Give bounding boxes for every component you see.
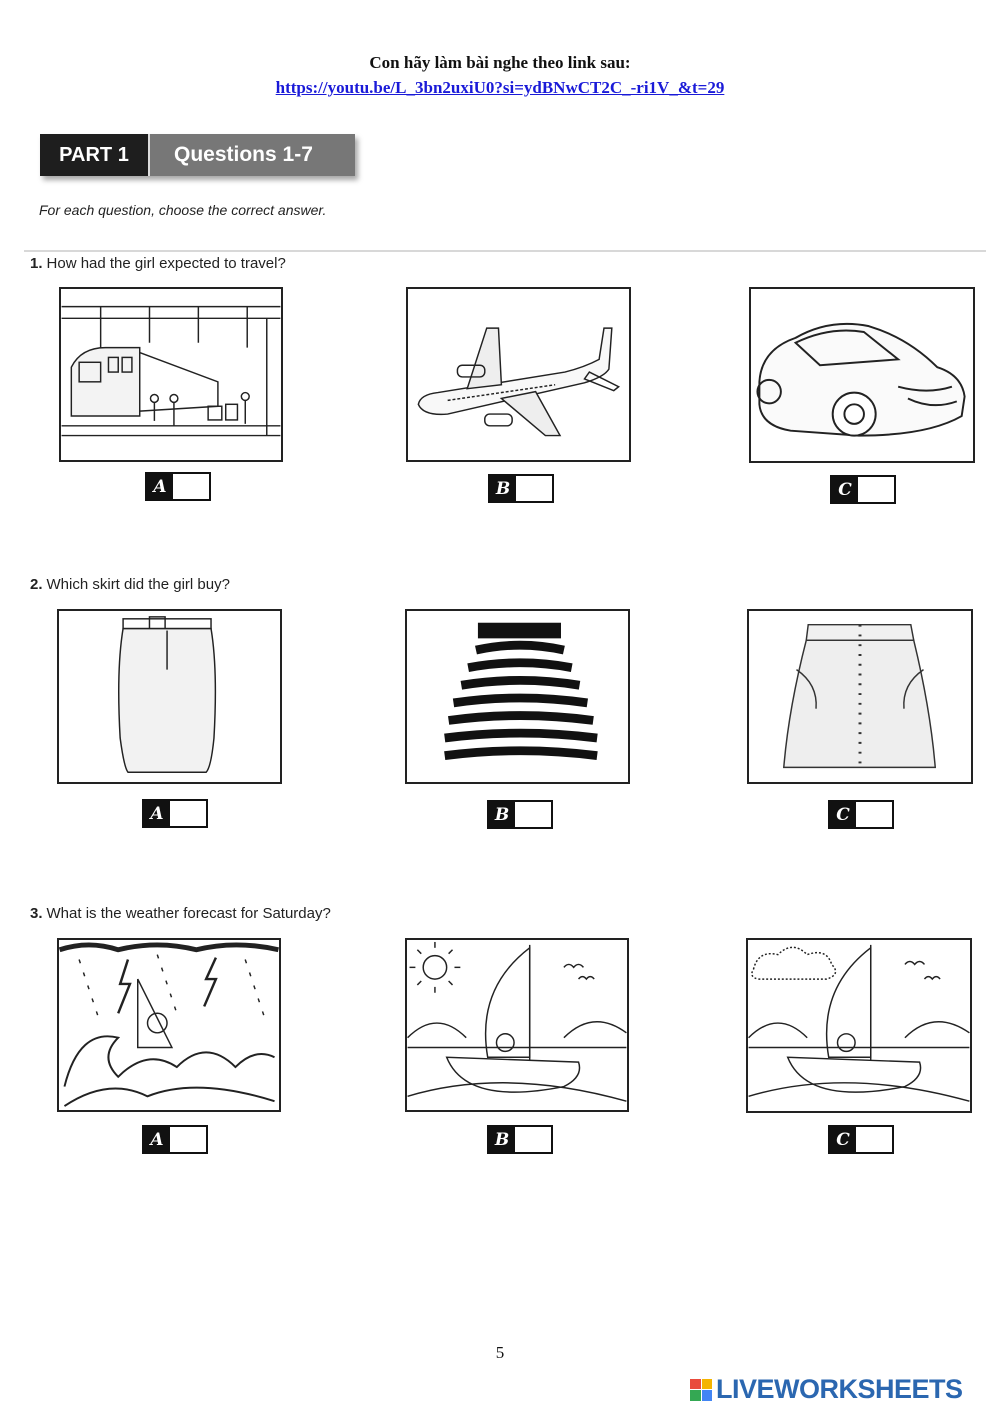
answer-box[interactable] [173,474,209,499]
sunny-boat-image[interactable] [405,938,629,1112]
answer-box[interactable] [858,477,894,502]
part-label: PART 1 [40,134,148,176]
cloudy-boat-image[interactable] [746,938,972,1113]
answer-box[interactable] [515,802,551,827]
question-number: 1. [30,255,43,272]
answer-box[interactable] [856,1127,892,1152]
answer-letter: B [489,802,515,827]
striped-skirt-image[interactable] [405,609,630,784]
answer-1c[interactable] [830,475,896,504]
brand-text: LIVEWORKSHEETS [716,1374,963,1404]
question-3 [30,905,331,922]
train-station-image[interactable] [59,287,283,462]
question-text: Which skirt did the girl buy? [46,576,230,593]
answer-3b[interactable] [487,1125,553,1154]
answer-box[interactable] [856,802,892,827]
answer-1b[interactable] [488,474,554,503]
answer-letter: A [144,801,170,826]
header [0,50,1000,100]
question-text: How had the girl expected to travel? [46,255,286,272]
answer-2c[interactable] [828,800,894,829]
liveworksheets-brand[interactable] [690,1374,963,1405]
page-number: 5 [495,1343,505,1362]
answer-box[interactable] [170,801,206,826]
part-banner [40,134,355,176]
question-number: 2. [30,576,43,593]
answer-letter: C [832,477,858,502]
question-1 [30,255,286,272]
answer-letter: C [830,1127,856,1152]
answer-2b[interactable] [487,800,553,829]
car-image[interactable] [749,287,975,463]
listening-link[interactable]: https://youtu.be/L_3bn2uxiU0?si=ydBNwCT2C_-ri1V_&t=29 [275,78,725,97]
answer-letter: A [144,1127,170,1152]
pencil-skirt-image[interactable] [57,609,282,784]
button-skirt-image[interactable] [747,609,973,784]
part-questions: Questions 1-7 [148,134,355,176]
divider [24,250,986,252]
answer-3a[interactable] [142,1125,208,1154]
answer-2a[interactable] [142,799,208,828]
answer-letter: C [830,802,856,827]
answer-3c[interactable] [828,1125,894,1154]
instruction-text: For each question, choose the correct answer. [39,202,327,218]
answer-box[interactable] [170,1127,206,1152]
answer-1a[interactable] [145,472,211,501]
storm-boat-image[interactable] [57,938,281,1112]
question-text: What is the weather forecast for Saturday? [46,905,331,922]
question-2 [30,576,230,593]
answer-letter: B [490,476,516,501]
liveworksheets-logo-icon [690,1379,712,1401]
question-number: 3. [30,905,43,922]
answer-letter: A [147,474,173,499]
answer-box[interactable] [516,476,552,501]
answer-letter: B [489,1127,515,1152]
header-instruction: Con hãy làm bài nghe theo link sau: [369,53,631,72]
airplane-image[interactable] [406,287,631,462]
answer-box[interactable] [515,1127,551,1152]
